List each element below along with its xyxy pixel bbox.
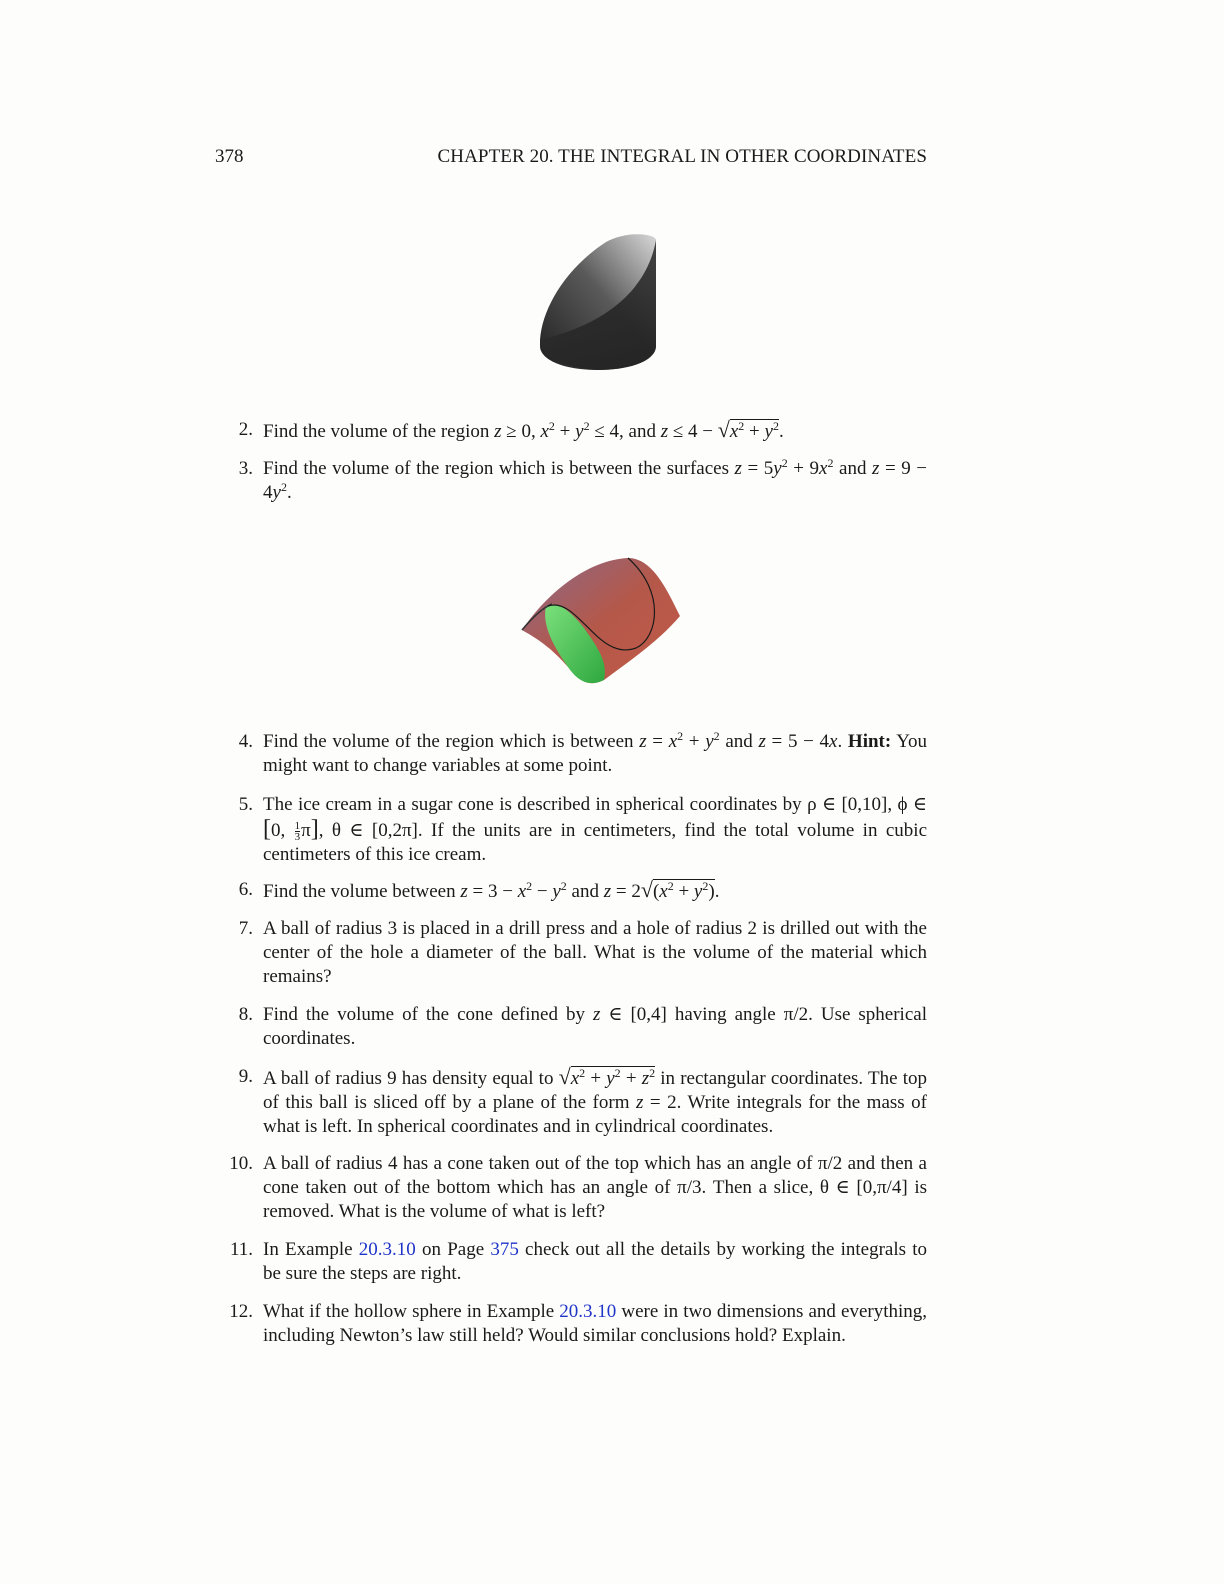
problem-2: [215, 418, 927, 444]
problem-3: [215, 457, 927, 505]
example-link[interactable]: 20.3.10: [358, 1239, 416, 1260]
problem-number: 6.: [238, 879, 253, 900]
problem-number: 9.: [238, 1066, 253, 1087]
problem-7: [215, 917, 927, 989]
problem-text: Find the volume of the region which is between the surfaces $z = 5y^2 + 9x^2$ and $z = 9 - 4y^2$.: [263, 456, 928, 503]
problem-text: The ice cream in a sugar cone is described in spherical coordinates by ρ ∈ [0,10], ϕ ∈ [0, $\frac{1}{3}$ π], θ ∈ [0,2π]. If the units are in centimeters, find the total volume in cubic centimeters of this ice cream.: [263, 794, 927, 865]
hint-text: You might want to change variables at some point.: [263, 731, 928, 776]
problem-10: [215, 1152, 927, 1224]
page-header: [215, 146, 927, 172]
problem-text: What if the hollow sphere in Example 20.3.10 were in two dimensions and everything, including Newton’s law still held? Would similar conclusions hold? Explain.: [263, 1301, 928, 1346]
problem-text: A ball of radius 4 has a cone taken out of the top which has an angle of π/2 and then a cone taken out of the bottom which has an angle of π/3. Then a slice, θ ∈ [0,π/4] is removed. What is the volume of what is left?: [263, 1153, 927, 1222]
problem-text: Find the volume of the region z ≥ 0, $x^2 + y^2 \le 4$, and $z \le 4 - √x^2 + y^2$.: [263, 417, 784, 442]
problem-number: 2.: [238, 419, 253, 440]
problem-text: Find the volume of the region which is between $z = x^2 + y^2$ and z = 5 − 4x. Hint: You might want to change variables at some point.: [263, 729, 928, 776]
problem-number: 12.: [229, 1301, 253, 1322]
problem-9: [215, 1065, 927, 1139]
problem-text: A ball of radius 3 is placed in a drill press and a hole of radius 2 is drilled out with the center of the hole a diameter of the ball. What is the volume of the material which remains?: [263, 918, 927, 987]
problem-8: [215, 1003, 927, 1051]
paraboloid-intersection-figure: [518, 552, 684, 688]
page-number: 378: [215, 146, 244, 167]
problem-number: 10.: [229, 1153, 253, 1174]
page-link[interactable]: 375: [490, 1239, 519, 1260]
problem-number: 7.: [238, 918, 253, 939]
cylinder-wedge-figure: [536, 228, 662, 374]
problem-number: 8.: [238, 1004, 253, 1025]
problem-number: 11.: [229, 1239, 253, 1260]
problem-11: [215, 1238, 927, 1286]
example-link[interactable]: 20.3.10: [559, 1301, 617, 1322]
problem-number: 5.: [238, 794, 253, 815]
problem-6: [215, 878, 927, 904]
problem-text: In Example 20.3.10 on Page 375 check out all the details by working the integrals to be sure the steps are right.: [263, 1239, 928, 1284]
chapter-title: CHAPTER 20. THE INTEGRAL IN OTHER COORDINATES: [437, 146, 927, 167]
problem-number: 4.: [238, 731, 253, 752]
problem-5: [215, 793, 927, 867]
problem-text: Find the volume between $z = 3 - x^2 - y^2$ and $z = 2√(x^2 + y^2)$.: [263, 877, 720, 902]
problem-4: [215, 730, 927, 778]
problem-12: [215, 1300, 927, 1348]
problem-number: 3.: [238, 458, 253, 479]
hint-label: Hint:: [847, 731, 892, 752]
problem-text: A ball of radius 9 has density equal to $√x^2 + y^2 + z^2$ in rectangular coordinates. The top of this ball is sliced off by a plane of the form z = 2. Write integrals for the mass of what is left. In spherical coordinates and in cylindrical coordinates.: [263, 1064, 927, 1137]
problem-text: Find the volume of the cone defined by z ∈ [0,4] having angle π/2. Use spherical coordinates.: [263, 1004, 927, 1049]
